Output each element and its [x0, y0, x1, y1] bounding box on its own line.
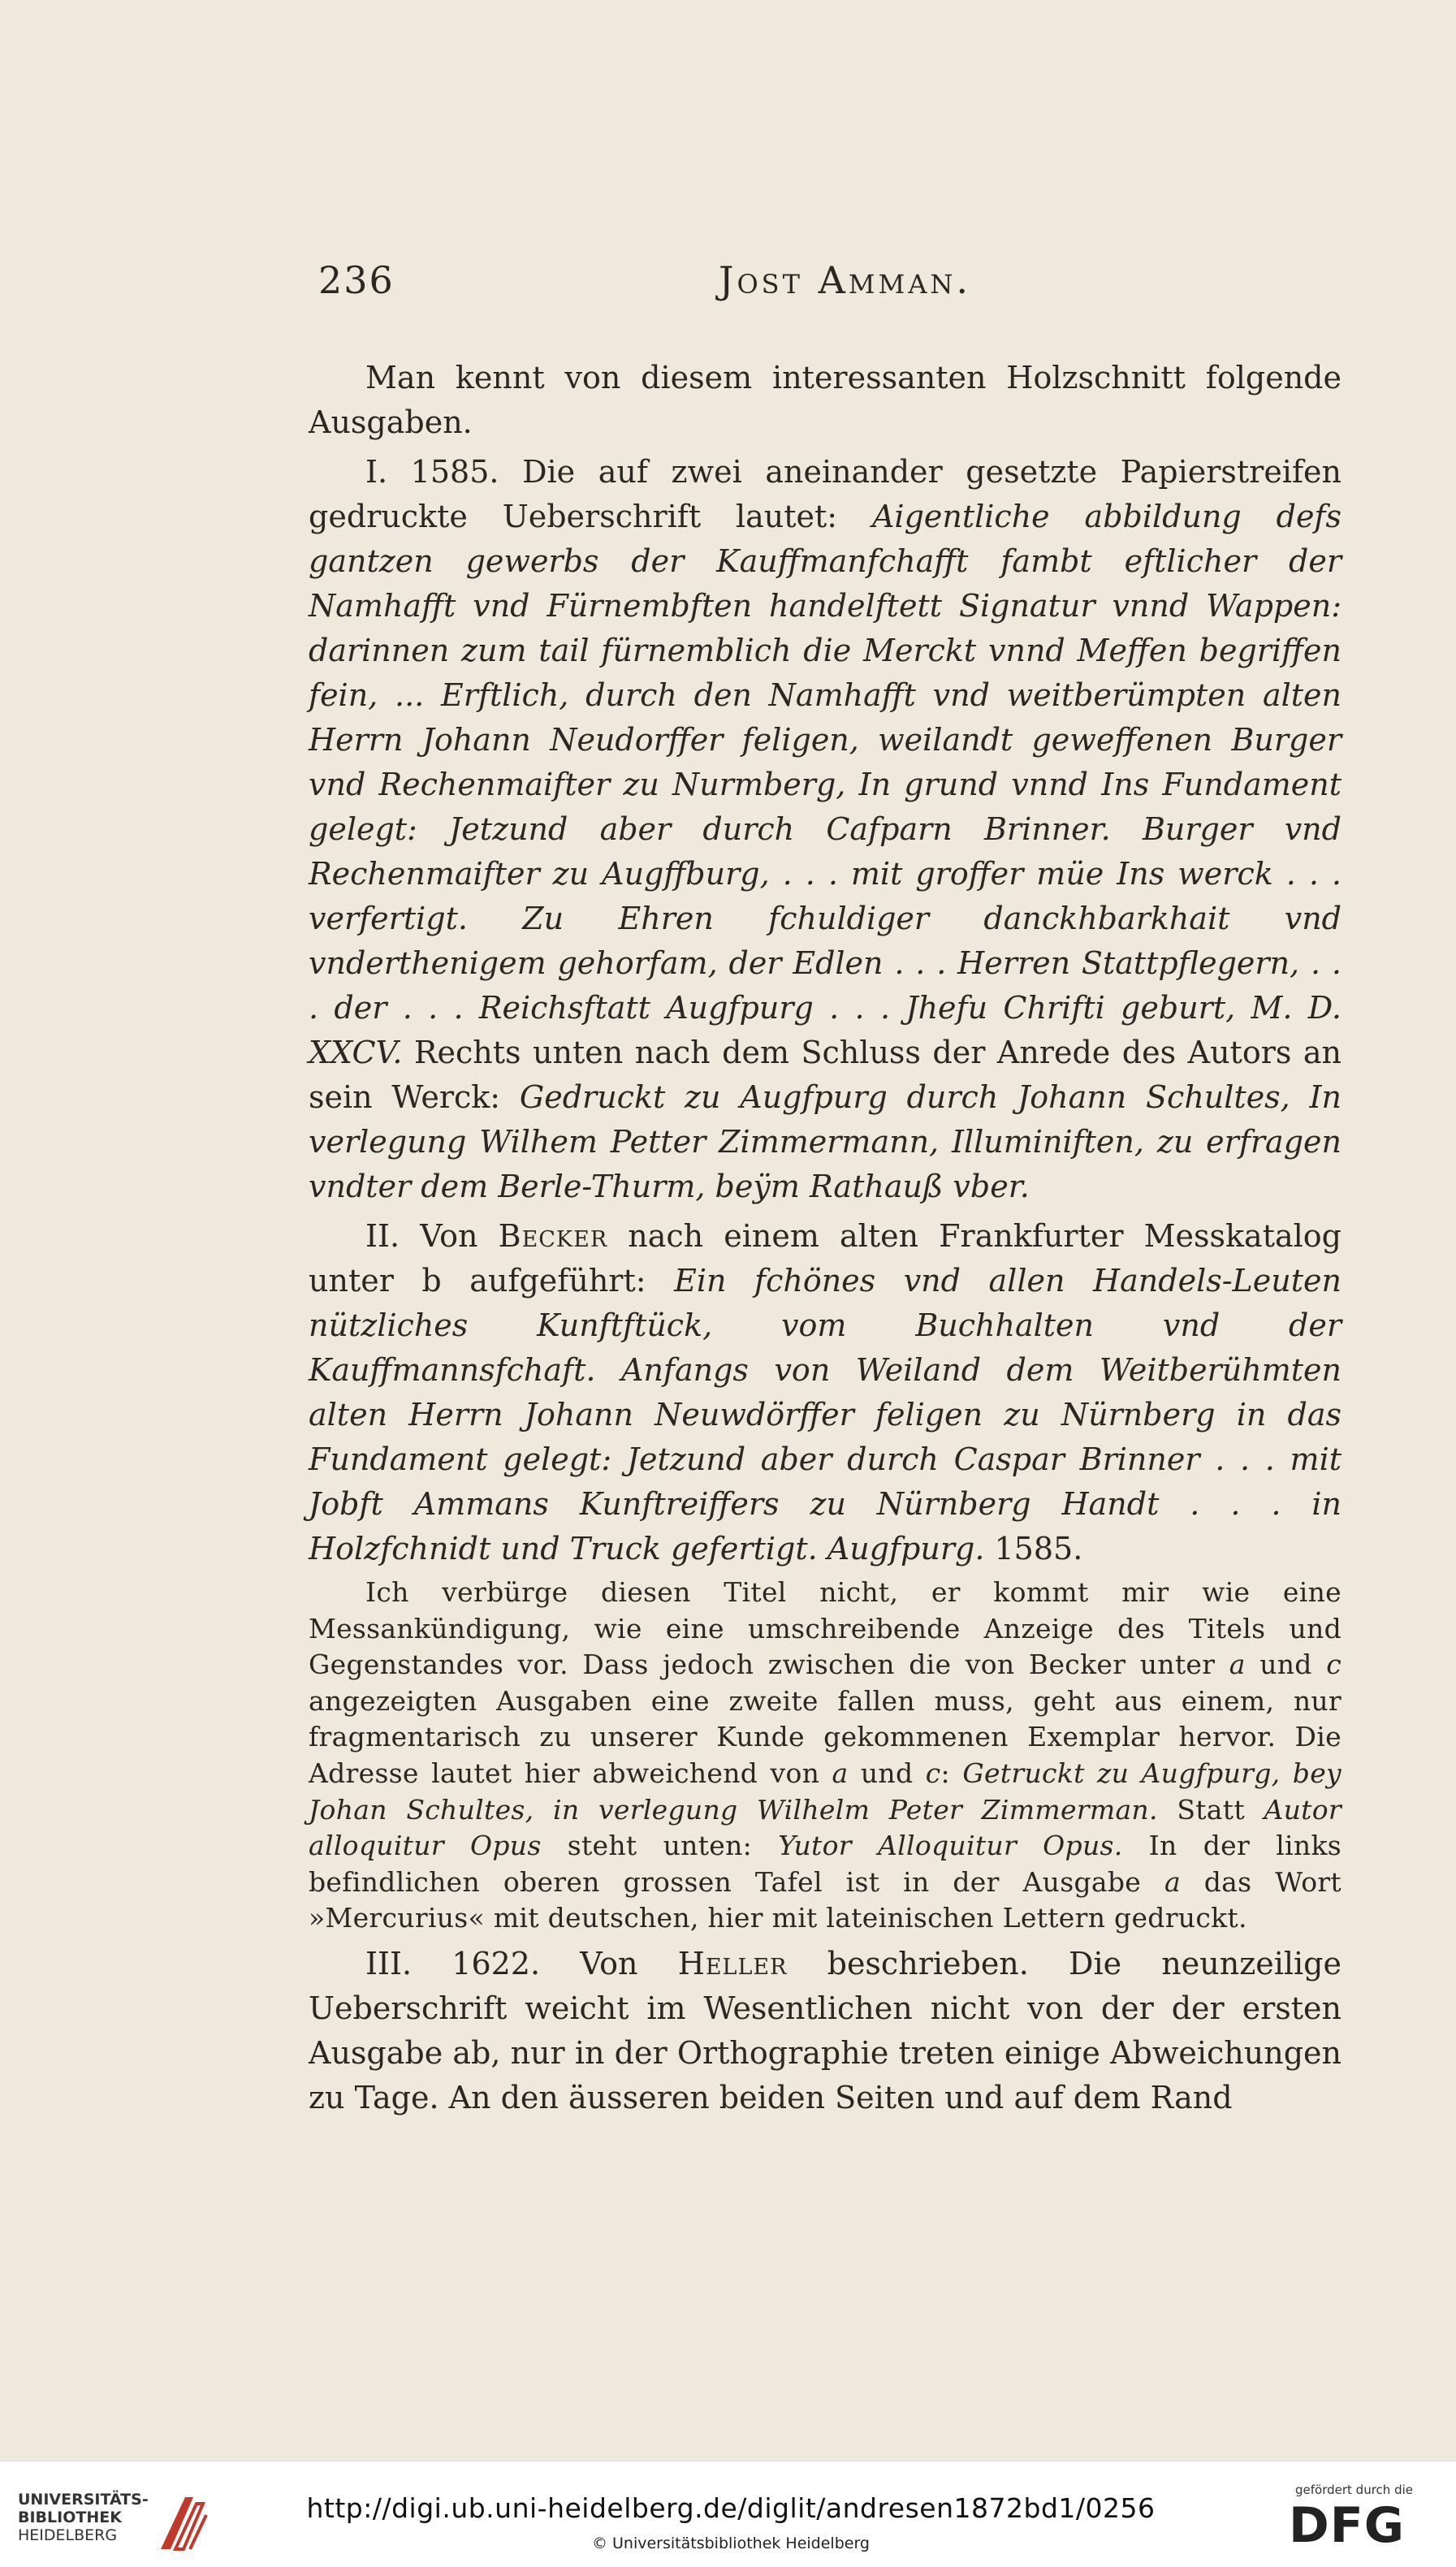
library-name	[18, 2491, 149, 2544]
dfg-supported-text: gefördert durch die	[1295, 2483, 1413, 2497]
copyright-notice: © Universitätsbibliothek Heidelberg	[591, 2535, 870, 2552]
paragraph-text: Statt	[1157, 1793, 1264, 1826]
paragraph-intro	[309, 356, 1342, 445]
dfg-logo[interactable]	[1287, 2483, 1441, 2564]
paragraph-text: 1585.	[984, 1531, 1083, 1567]
edition-letter: a	[1164, 1865, 1181, 1898]
paragraph-text: beschrieben. Die neunzeilige Ueberschrift weicht im Wesentlichen nicht von der der ersten Ausgabe ab, nur in der Orthographie treten einige Abweichungen zu Tage. An den äusseren beiden Seiten und auf dem Rand	[309, 1945, 1342, 2115]
library-name-line: UNIVERSITÄTS-	[18, 2491, 149, 2509]
author-name: Heller	[677, 1945, 788, 1981]
dfg-logo-icon: DFG	[1289, 2497, 1406, 2554]
quoted-title: Aigentliche abbildung defs gantzen gewerbs der Kauffmanfchafft fambt eftlicher der Namhafft vnd Fürnembften handelftett Signatur vnnd Wappen: darinnen zum tail fürnemblich die Merckt vnnd Meffen begriffen fein, ... Erftlich, durch den Namhafft vnd weitberümpten alten Herrn Johann Neudorffer feligen, weilandt geweffenen Burger vnd Rechenmaifter zu Nurmberg, In grund vnnd Ins Fundament gelegt: Jetzund aber durch Cafparn Brinner. Burger vnd Rechenmaifter zu Augffburg, . . . mit groffer müe Ins werck . . . verfertigt. Zu Ehren fchuldiger danckhbarkhait vnd vnderthenigem gehorfam, der Edlen . . . Herren Stattpflegern, . . . der . . . Reichsftatt Augfpurg . . . Jhefu Chrifti geburt, M. D. XXCV.	[309, 499, 1342, 1070]
paragraph-edition-1	[309, 450, 1342, 1209]
footer-bar	[0, 2461, 1456, 2567]
edition-letter: c	[925, 1757, 941, 1789]
paragraph-text: nach einem alten Frankfurter Messkatalog unter b aufgeführt:	[309, 1218, 1342, 1299]
quoted-title: Ein fchönes vnd allen Handels-Leuten nützliches Kunftftück, vom Buchhalten vnd der Kauffmannsfchaft. Anfangs von Weiland dem Weitberühmten alten Herrn Johann Neuwdörffer feligen zu Nürnberg in das Fundament gelegt: Jetzund aber durch Caspar Brinner . . . mit Jobft Ammans Kunftreiffers zu Nürnberg Handt . . . in Holzfchnidt und Truck gefertigt. Augfpurg.	[309, 1263, 1342, 1567]
library-emblem-icon	[154, 2491, 211, 2556]
paragraph-text: II. Von	[365, 1218, 499, 1254]
running-header	[318, 258, 1342, 307]
edition-letter: a	[1229, 1649, 1246, 1681]
paragraph-text: angezeigten Ausgaben eine zweite fallen muss, geht aus einem, nur fragmentarisch zu unserer Kunde gekommenen Exemplar hervor. Die Adresse lautet hier abweichend von	[309, 1684, 1342, 1789]
edition-letter: c	[1326, 1649, 1342, 1681]
running-title: Jost Amman.	[719, 258, 972, 302]
library-name-line: BIBLIOTHEK	[18, 2509, 122, 2526]
edition-letter: a	[832, 1757, 849, 1789]
quoted-phrase: Yutor Alloquitur Opus.	[778, 1830, 1123, 1862]
body-text	[309, 356, 1342, 2120]
paragraph-text: III. 1622. Von	[365, 1945, 678, 1981]
quoted-imprint: Gedruckt zu Augfpurg durch Johann Schultes, In verlegung Wilhem Petter Zimmermann, Illuminiften, zu erfragen vndter dem Berle-Thurm, beÿm Rathauß vber.	[309, 1079, 1342, 1204]
paragraph-text: :	[940, 1757, 963, 1789]
paragraph-edition-3	[309, 1942, 1342, 2120]
source-url-link[interactable]: http://digi.ub.uni-heidelberg.de/diglit/andresen1872bd1/0256	[306, 2492, 1156, 2524]
paragraph-text: In der links befindlichen oberen grossen Tafel ist in der Ausgabe	[309, 1830, 1342, 1898]
library-name-line: HEIDELBERG	[18, 2526, 118, 2544]
paragraph-text: Rechts unten nach dem Schluss der Anrede des Autors an sein Werck:	[309, 1035, 1342, 1115]
paragraph-commentary	[309, 1575, 1342, 1937]
quoted-phrase: Autor alloquitur Opus	[309, 1793, 1342, 1862]
paragraph-text: und	[1245, 1649, 1327, 1681]
author-name: Becker	[498, 1218, 608, 1254]
page-number: 236	[318, 258, 395, 302]
paragraph-text: das Wort »Mercurius« mit deutschen, hier mit lateinischen Lettern gedruckt.	[309, 1865, 1342, 1934]
paragraph-text: Ich verbürge diesen Titel nicht, er kommt mir wie eine Messankündigung, wie eine umschreibende Anzeige des Titels und Gegenstandes vor. Dass jedoch zwischen die von Becker unter	[309, 1576, 1342, 1681]
quoted-imprint: Getruckt zu Augfpurg, bey Johan Schultes, in verlegung Wilhelm Peter Zimmerman.	[309, 1757, 1342, 1826]
paragraph-edition-2	[309, 1214, 1342, 1571]
paragraph-text: steht unten:	[541, 1830, 779, 1862]
library-logo[interactable]	[18, 2491, 221, 2556]
paragraph-text: Man kennt von diesem interessanten Holzschnitt folgende Ausgaben.	[309, 360, 1342, 440]
paragraph-text: und	[848, 1757, 926, 1789]
paragraph-text: I. 1585. Die auf zwei aneinander gesetzte Papierstreifen gedruckte Ueberschrift lautet:	[309, 454, 1342, 534]
